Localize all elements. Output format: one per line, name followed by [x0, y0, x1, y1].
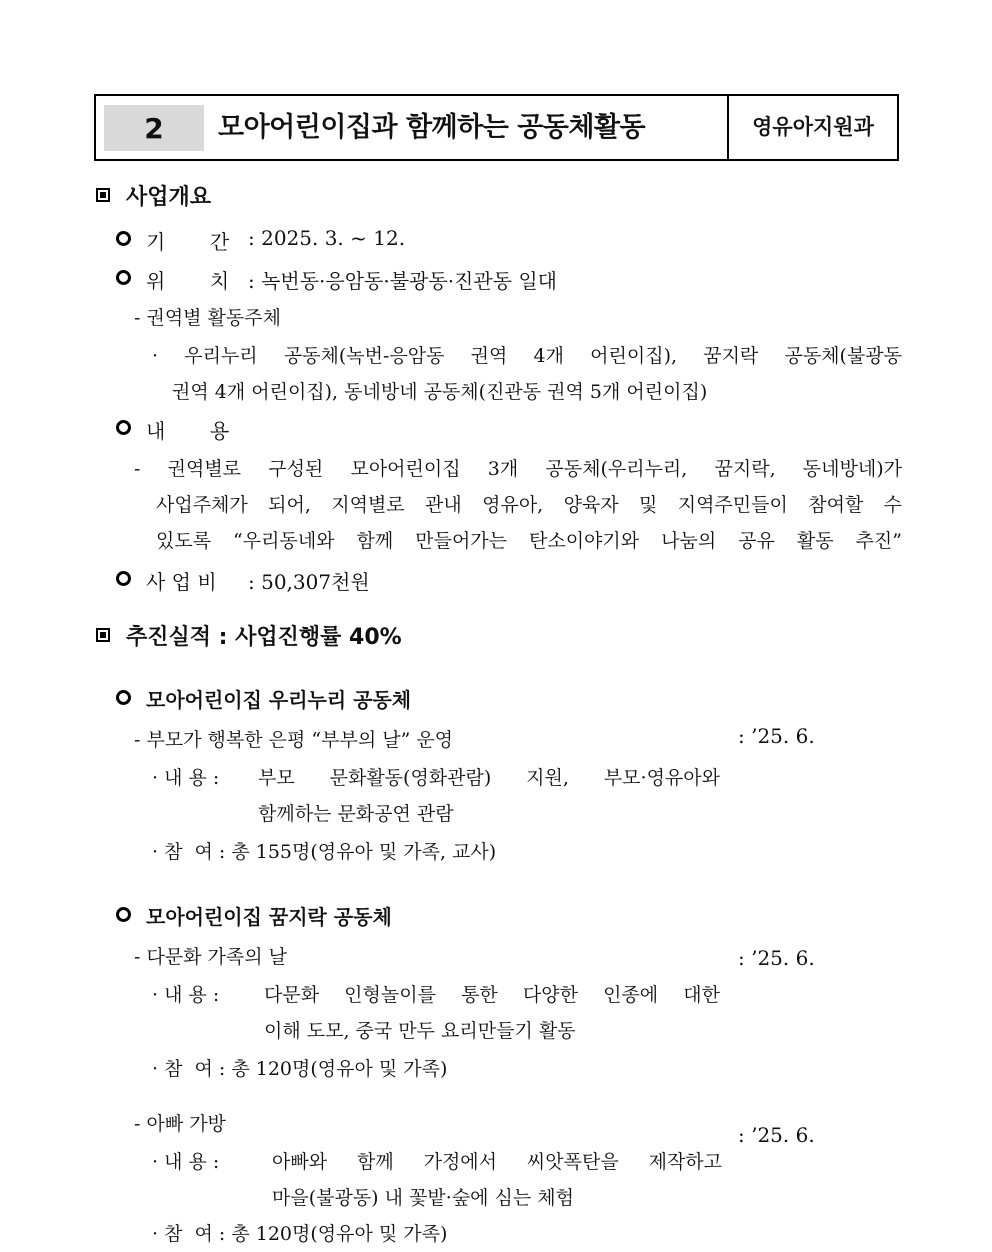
square-bullet-icon	[96, 628, 110, 642]
period-label: 기 간	[146, 230, 230, 254]
event-content-label: · 내 용 :	[152, 1151, 220, 1173]
location-detail-line1: · 우리누리 공동체(녹번-응암동 권역 4개 어린이집), 꿈지락 공동체(불광동	[152, 345, 902, 367]
section-number: 2	[104, 105, 204, 151]
event-name: - 아빠 가방	[134, 1113, 226, 1135]
square-bullet-icon	[96, 188, 110, 202]
circle-bullet-icon	[116, 420, 131, 435]
content-line2: 사업주체가 되어, 지역별로 관내 영유아, 양육자 및 지역주민들이 참여할 수	[156, 494, 902, 516]
event-content-line1: 아빠와 함께 가정에서 씨앗폭탄을 제작하고	[272, 1151, 722, 1173]
event-name: - 다문화 가족의 날	[134, 946, 288, 968]
event-content-line2: 함께하는 문화공연 관람	[258, 803, 454, 825]
circle-bullet-icon	[116, 571, 131, 586]
location-detail-line2: 권역 4개 어린이집), 동네방네 공동체(진관동 권역 5개 어린이집)	[172, 381, 708, 403]
location-label: 위 치	[146, 269, 230, 293]
event-name: - 부모가 행복한 은평 “부부의 날” 운영	[134, 729, 454, 751]
budget-value: : 50,307천원	[248, 570, 370, 594]
content-line3: 있도록 “우리동네와 함께 만들어가는 탄소이야기와 나눔의 공유 활동 추진”	[156, 530, 902, 552]
event-participants: · 참 여 : 총 120명(영유아 및 가족)	[152, 1058, 448, 1080]
event-content-line1: 다문화 인형놀이를 통한 다양한 인종에 대한	[264, 984, 720, 1006]
event-date: : ’25. 6.	[738, 1123, 815, 1147]
content-line1: - 권역별로 구성된 모아어린이집 3개 공동체(우리누리, 꿈지락, 동네방네)가	[134, 458, 902, 480]
event-content-label: · 내 용 :	[152, 767, 220, 789]
section-header	[94, 94, 899, 161]
performance-heading: 추진실적 : 사업진행률 40%	[126, 625, 402, 650]
group-title: 모아어린이집 우리누리 공동체	[146, 688, 412, 712]
event-participants: · 참 여 : 총 120명(영유아 및 가족)	[152, 1223, 448, 1245]
circle-bullet-icon	[116, 690, 131, 705]
circle-bullet-icon	[116, 907, 131, 922]
circle-bullet-icon	[116, 231, 131, 246]
event-content-line1: 부모 문화활동(영화관람) 지원, 부모·영유아와	[258, 767, 720, 789]
budget-label: 사 업 비	[146, 570, 217, 594]
event-date: : ’25. 6.	[738, 946, 815, 970]
group-title: 모아어린이집 꿈지락 공동체	[146, 905, 392, 929]
content-label: 내 용	[146, 419, 230, 443]
event-content-label: · 내 용 :	[152, 984, 220, 1006]
circle-bullet-icon	[116, 270, 131, 285]
event-participants: · 참 여 : 총 155명(영유아 및 가족, 교사)	[152, 841, 497, 863]
location-value: : 녹번동·응암동·불광동·진관동 일대	[248, 269, 558, 293]
event-date: : ’25. 6.	[738, 724, 815, 748]
section-title: 모아어린이집과 함께하는 공동체활동	[218, 112, 646, 143]
period-value: : 2025. 3. ~ 12.	[248, 226, 406, 250]
event-content-line2: 마을(불광동) 내 꽃밭·숲에 심는 체험	[272, 1187, 574, 1209]
department-label: 영유아지원과	[752, 115, 874, 139]
location-subheading: - 권역별 활동주체	[134, 307, 281, 329]
overview-heading: 사업개요	[126, 185, 212, 210]
event-content-line2: 이해 도모, 중국 만두 요리만들기 활동	[264, 1020, 576, 1042]
